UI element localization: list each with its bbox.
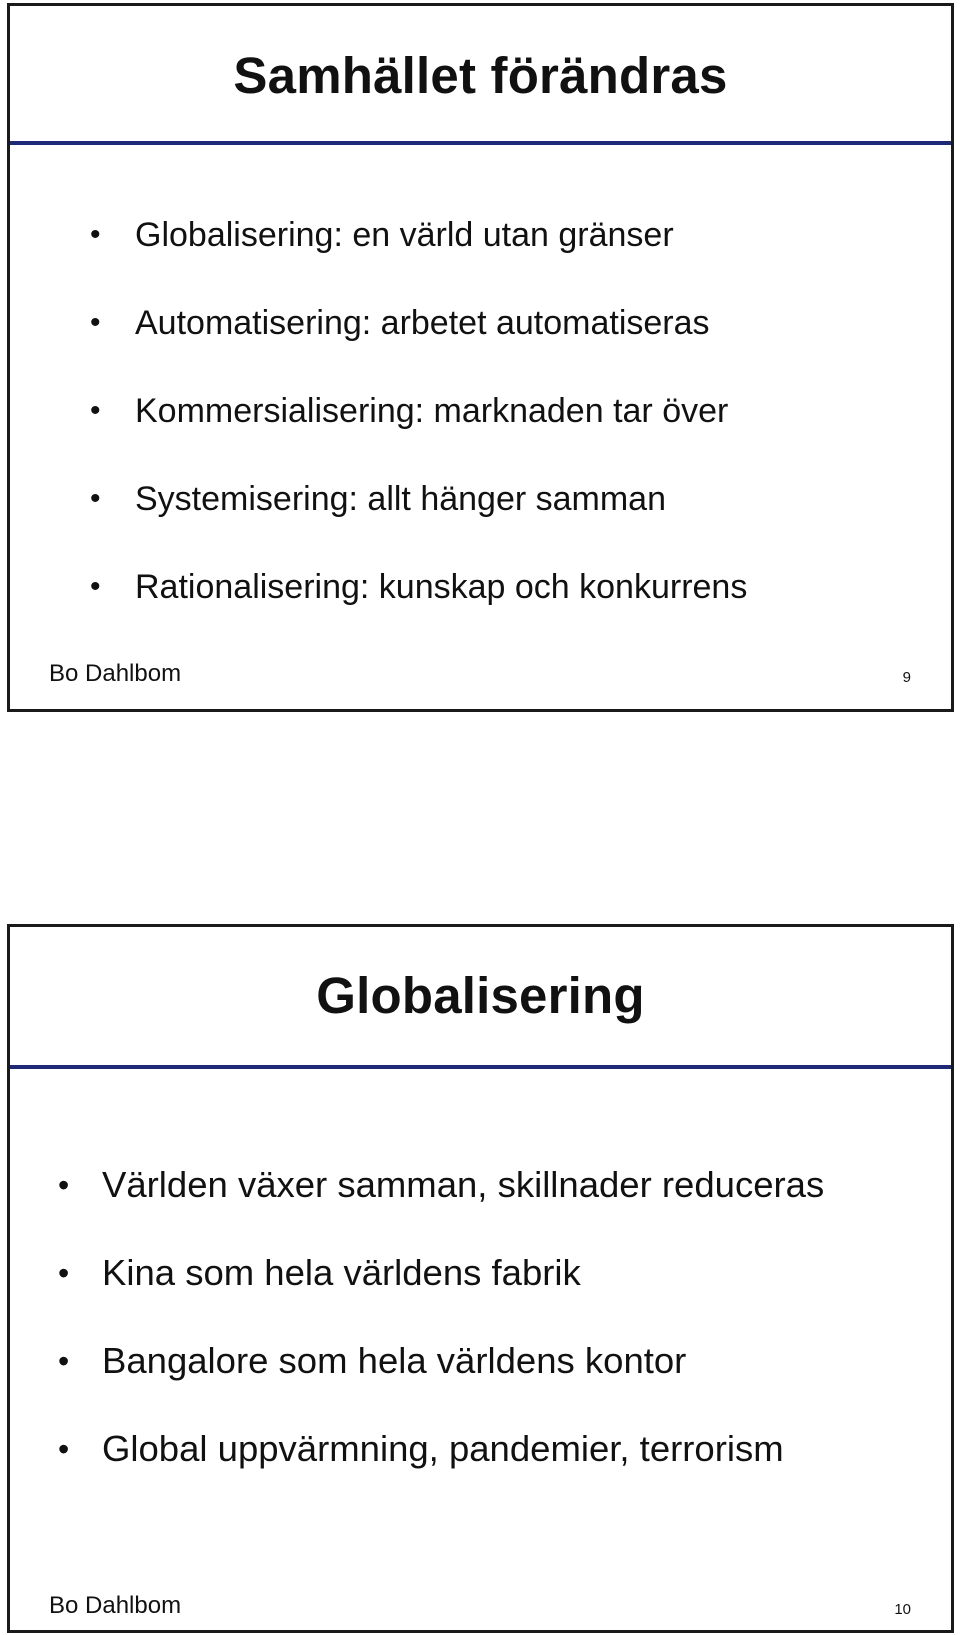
bullet-icon: • [58, 1431, 70, 1467]
slide-9 [7, 3, 954, 712]
footer-author: Bo Dahlbom [49, 1592, 182, 1619]
title-rule [10, 1065, 951, 1069]
bullet-text: Rationalisering: kunskap och konkurrens [135, 568, 748, 606]
bullet-text: Systemisering: allt hänger samman [135, 480, 667, 518]
bullet-text: Globalisering: en värld utan gränser [135, 216, 674, 254]
bullet-icon: • [90, 482, 101, 515]
bullet-text: Kina som hela världens fabrik [102, 1252, 581, 1293]
bullet-text: Världen växer samman, skillnader reduceras [102, 1164, 825, 1205]
slide-title: Globalisering [316, 967, 645, 1024]
bullet-icon: • [58, 1343, 70, 1379]
bullet-text: Automatisering: arbetet automatiseras [135, 304, 710, 342]
page-number: 10 [894, 1601, 911, 1618]
bullet-icon: • [90, 218, 101, 251]
bullet-icon: • [58, 1167, 70, 1203]
bullet-text: Global uppvärmning, pandemier, terrorism [102, 1428, 784, 1469]
bullet-text: Kommersialisering: marknaden tar över [135, 392, 729, 430]
footer-author: Bo Dahlbom [49, 660, 182, 687]
bullet-text: Bangalore som hela världens kontor [102, 1340, 687, 1381]
slide-title: Samhället förändras [233, 47, 728, 104]
bullet-icon: • [90, 306, 101, 339]
bullet-icon: • [90, 394, 101, 427]
page-number: 9 [902, 669, 911, 686]
bullet-icon: • [90, 570, 101, 603]
slide-10 [7, 924, 954, 1633]
title-rule [10, 141, 951, 145]
bullet-icon: • [58, 1255, 70, 1291]
